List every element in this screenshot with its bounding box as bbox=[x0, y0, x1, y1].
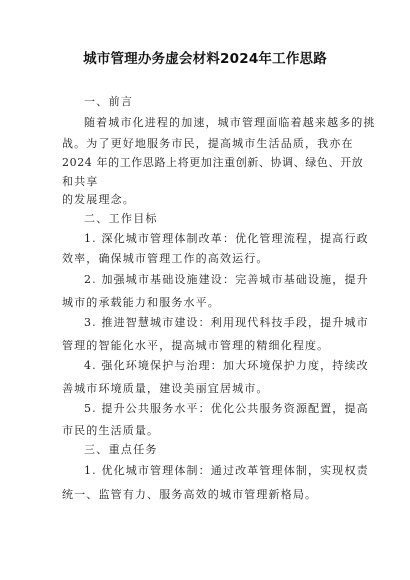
section-heading-tasks: 三、重点任务 bbox=[84, 443, 158, 456]
paragraph-line: 效率，确保城市管理工作的高效运行。 bbox=[62, 252, 269, 265]
paragraph-line: 统一、监管有力、服务高效的城市管理新格局。 bbox=[62, 488, 318, 501]
list-item: 2. 加强城市基础设施建设：完善城市基础设施，提升 bbox=[84, 273, 369, 286]
document-title: 城市管理办务虚会材料2024年工作思路 bbox=[83, 51, 327, 67]
list-item: 5. 提升公共服务水平：优化公共服务资源配置，提高 bbox=[84, 402, 369, 415]
list-item: 4. 强化环境保护与治理：加大环境保护力度，持续改 bbox=[84, 359, 369, 372]
paragraph-line: 随着城市化进程的加速，城市管理面临着越来越多的挑 bbox=[84, 116, 376, 129]
paragraph-line: 的发展理念。 bbox=[62, 193, 135, 206]
paragraph-line: 战。为了更好地服务市民，提高城市生活品质，我亦在 bbox=[62, 137, 354, 150]
paragraph-line: 和共享 bbox=[62, 175, 99, 188]
paragraph-line: 城市的承载能力和服务水平。 bbox=[62, 296, 220, 309]
list-item: 1. 深化城市管理体制改革：优化管理流程，提高行政 bbox=[84, 232, 369, 245]
section-heading-preface: 一、前言 bbox=[84, 95, 134, 108]
paragraph-line: 善城市环境质量，建设美丽宜居城市。 bbox=[62, 382, 269, 395]
paragraph-line: 2024 年的工作思路上将更加注重创新、协调、绿色、开放 bbox=[62, 156, 364, 169]
list-item: 1. 优化城市管理体制：通过改革管理体制，实现权责 bbox=[84, 464, 369, 477]
paragraph-line: 管理的智能化水平，提高城市管理的精细化程度。 bbox=[62, 339, 330, 352]
list-item: 3. 推进智慧城市建设：利用现代科技手段，提升城市 bbox=[84, 316, 369, 329]
section-heading-goals: 二、工作目标 bbox=[84, 212, 158, 225]
paragraph-line: 市民的生活质量。 bbox=[62, 424, 160, 437]
